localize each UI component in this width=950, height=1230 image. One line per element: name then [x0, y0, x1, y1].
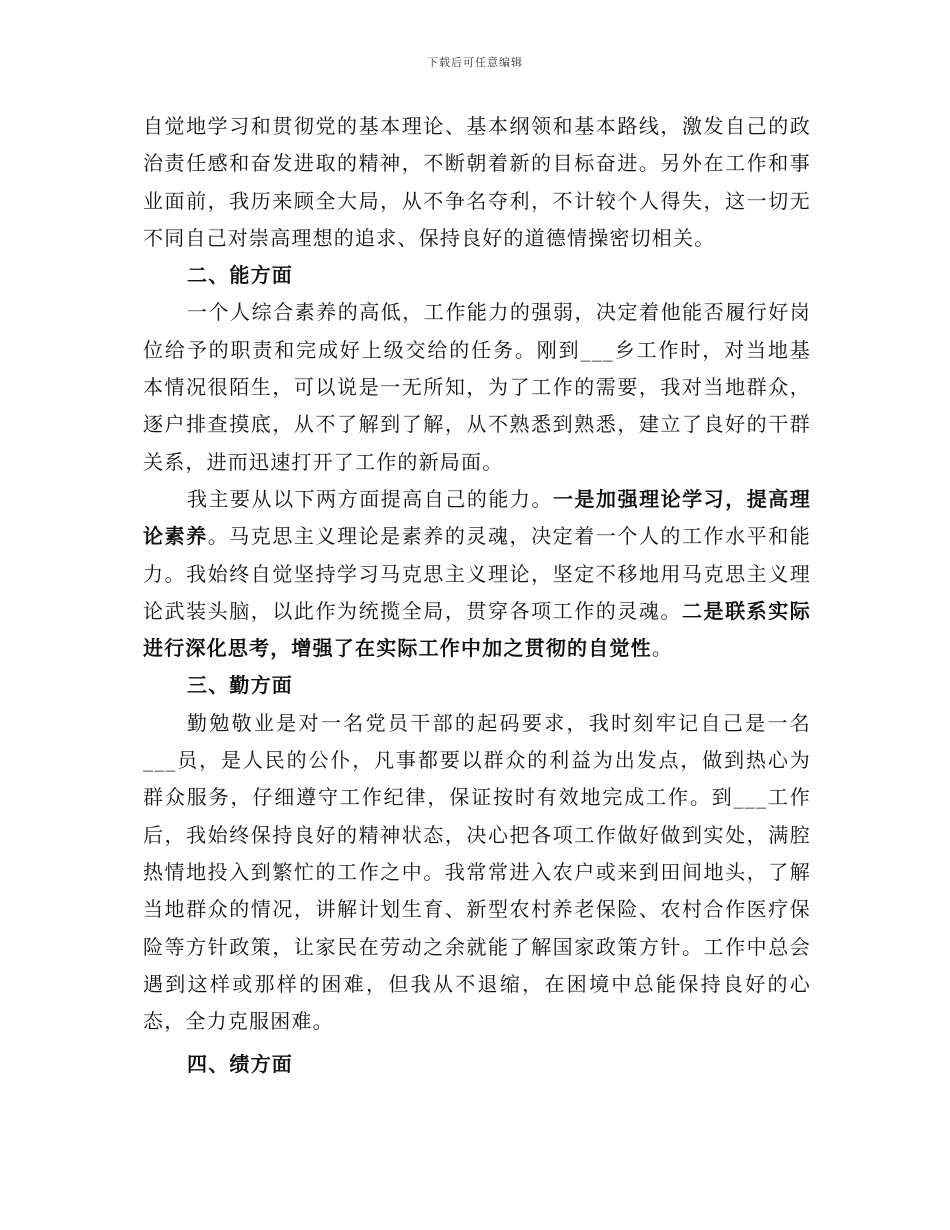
paragraph-diligence: 勤勉敬业是对一名党员干部的起码要求，我时刻牢记自己是一名___员，是人民的公仆，凡事都要以群众的利益为出发点，做到热心为群众服务，仔细遵守工作纪律，保证按时有效地完成工作。到___工作后，我始终保持良好的精神状态，决心把各项工作做好做到实处，满腔热情地投入到繁忙的工作之中。我常常进入农户或来到田间地头，了解当地群众的情况，讲解计划生育、新型农村养老保险、农村合作医疗保险等方针政策，让家民在劳动之余就能了解国家政策方针。工作中总会遇到这样或那样的困难，但我从不退缩，在困境中总能保持良好的心态，全力克服困难。 [143, 710, 811, 1034]
ability-text-3: 。 [651, 636, 674, 661]
section-heading-ability: 二、能方面 [187, 263, 293, 288]
section-heading-achievement: 四、绩方面 [187, 1052, 293, 1077]
document-body [143, 108, 811, 1084]
ability-text-1: 我主要从以下两方面提高自己的能力。 [187, 486, 553, 511]
page-header: 下载后可任意编辑 [427, 56, 523, 69]
paragraph-ability-intro: 一个人综合素养的高低，工作能力的强弱，决定着他能否履行好岗位给予的职责和完成好上级交给的任务。刚到___乡工作时，对当地基本情况很陌生，可以说是一无所知，为了工作的需要，我对当地群众，逐户排查摸底，从不了解到了解，从不熟悉到熟悉，建立了良好的干群关系，进而迅速打开了工作的新局面。 [143, 300, 811, 474]
paragraph-ability-improvement [143, 481, 811, 667]
ability-text-2: 。马克思主义理论是素养的灵魂，决定着一个人的工作水平和能力。我始终自觉坚持学习马克思主义理论，坚定不移地用马克思主义理论武装头脑，以此作为统揽全局，贯穿各项工作的灵魂。 [143, 524, 811, 623]
ability-point-1: 一是加强理论学习，提高理论素养 [143, 486, 811, 549]
paragraph-politics-continued: 自觉地学习和贯彻党的基本理论、基本纲领和基本路线，激发自己的政治责任感和奋发进取的精神，不断朝着新的目标奋进。另外在工作和事业面前，我历来顾全大局，从不争名夺利，不计较个人得失，这一切无不同自己对崇高理想的追求、保持良好的道德情操密切相关。 [143, 114, 811, 250]
section-heading-diligence: 三、勤方面 [187, 673, 293, 698]
ability-point-2: 二是联系实际进行深化思考，增强了在实际工作中加之贯彻的自觉性 [143, 598, 811, 661]
